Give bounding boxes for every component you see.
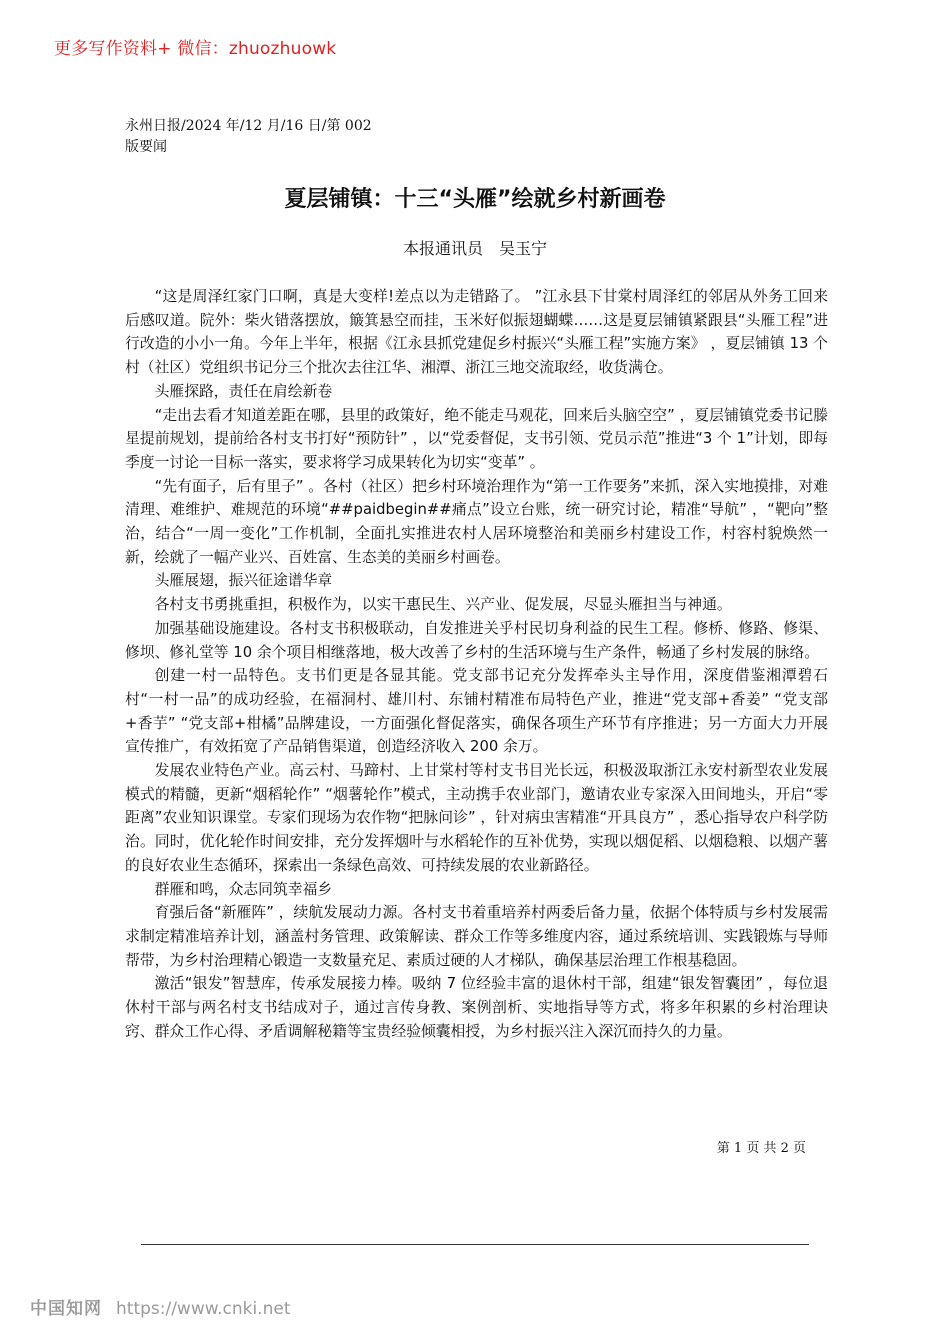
meta-line-1: 永州日报/2024 年/12 月/16 日/第 002 bbox=[125, 118, 372, 134]
article-title: 夏层铺镇：十三“头雁”绘就乡村新画卷 bbox=[284, 187, 666, 212]
paragraph: 激活“银发”智慧库，传承发展接力棒。吸纳 7 位经验丰富的退休村干部，组建“银发智囊团” ，每位退休村干部与两名村支书结成对子，通过言传身教、案例剖析、实地指导等方式，将多年积累的乡村治理诀窍、群众工作心得、矛盾调解秘籍等宝贵经验倾囊相授，为乡村振兴注入深沉而持久的力量。 bbox=[125, 975, 828, 1040]
meta-line-2: 版要闻 bbox=[125, 139, 167, 155]
paragraph: 发展农业特色产业。高云村、马蹄村、上甘棠村等村支书目光长远，积极汲取浙江永安村新型农业发展模式的精髓，更新“烟稻轮作” “烟薯轮作”模式，主动携手农业部门，邀请农业专家深入田间地头，开启“零距离”农业知识课堂。专家们现场为农作物“把脉问诊” ，针对病虫害精准“开具良方” ，悉心指导农户科学防治。同时，优化轮作时间安排，充分发挥烟叶与水稻轮作的互补优势，实现以烟促稻、以烟稳粮、以烟产薯的良好农业生态循环，探索出一条绿色高效、可持续发展的农业新路径。 bbox=[125, 762, 828, 874]
page-number: 第 1 页 共 2 页 bbox=[716, 1141, 806, 1156]
paragraph: 育强后备“新雁阵” ，续航发展动力源。各村支书着重培养村两委后备力量，依据个体特质与乡村发展需求制定精准培养计划，涵盖村务管理、政策解读、群众工作等多维度内容，通过系统培训、实践锻炼与导师帮带，为乡村治理精心锻造一支数量充足、素质过硬的人才梯队，确保基层治理工作根基稳固。 bbox=[125, 904, 828, 969]
watermark-url: https://www.cnki.net bbox=[116, 1299, 291, 1319]
paragraph: “先有面子，后有里子” 。各村（社区）把乡村环境治理作为“第一工作要务”来抓，深入实地摸排，对难清理、难维护、难规范的环境“##paidbegin##痛点”设立台账，统一研究讨论，精准“导航” ，“靶向”整治，结合“一周一变化”工作机制，全面扎实推进农村人居环境整治和美丽乡村建设工作，村容村貌焕然一新，绘就了一幅产业兴、百姓富、生态美的美丽乡村画卷。 bbox=[125, 477, 828, 566]
section-heading: 头雁展翅，振兴征途谱华章 bbox=[154, 572, 333, 590]
publication-meta bbox=[125, 116, 372, 158]
paragraph: 创建一村一品特色。支书们更是各显其能。党支部书记充分发挥牵头主导作用，深度借鉴湘潭碧石村“一村一品”的成功经验，在福洞村、雄川村、东铺村精准布局特色产业，推进“党支部+香姜” “党支部+香芋” “党支部+柑橘”品牌建设，一方面强化督促落实，确保各项生产环节有序推进；另一方面大力开展宣传推广，有效拓宽了产品销售渠道，创造经济收入 200 余万。 bbox=[125, 667, 828, 756]
promo-banner: 更多写作资料+ 微信：zhuozhuowk bbox=[54, 39, 337, 59]
paragraph: 加强基础设施建设。各村支书积极联动，自发推进关乎村民切身利益的民生工程。修桥、修路、修渠、修坝、修礼堂等 10 余个项目相继落地，极大改善了乡村的生活环境与生产条件，畅通了乡村发展的脉络。 bbox=[125, 619, 828, 661]
paragraph: “走出去看才知道差距在哪，县里的政策好，绝不能走马观花，回来后头脑空空” ，夏层铺镇党委书记滕星提前规划，提前给各村支书打好“预防针” ，以“党委督促，支书引领、党员示范”推进“3 个 1”计划，即每季度一讨论一目标一落实，要求将学习成果转化为切实“变革” 。 bbox=[125, 406, 828, 471]
paragraph: “这是周泽红家门口啊，真是大变样!差点以为走错路了。 ”江永县下甘棠村周泽红的邻居从外务工回来后感叹道。院外：柴火错落摆放，簸箕悬空而挂，玉米好似振翅蝴蝶……这是夏层铺镇紧跟县“头雁工程”进行改造的小小一角。今年上半年，根据《江永县抓党建促乡村振兴“头雁工程”实施方案》 ，夏层铺镇 13 个村（社区）党组织书记分三个批次去往江华、湘潭、浙江三地交流取经，收货满仓。 bbox=[125, 288, 828, 377]
article-body bbox=[125, 285, 828, 1044]
watermark-logo: 中国知网 bbox=[30, 1299, 102, 1319]
paragraph: 各村支书勇挑重担，积极作为，以实干惠民生、兴产业、促发展，尽显头雁担当与神通。 bbox=[154, 596, 732, 614]
cnki-watermark bbox=[30, 1294, 290, 1319]
article-author: 本报通讯员 吴玉宁 bbox=[402, 239, 547, 258]
section-heading: 群雁和鸣，众志同筑幸福乡 bbox=[154, 880, 333, 898]
section-heading: 头雁探路，责任在肩绘新卷 bbox=[154, 382, 333, 400]
footer-divider bbox=[141, 1244, 809, 1245]
